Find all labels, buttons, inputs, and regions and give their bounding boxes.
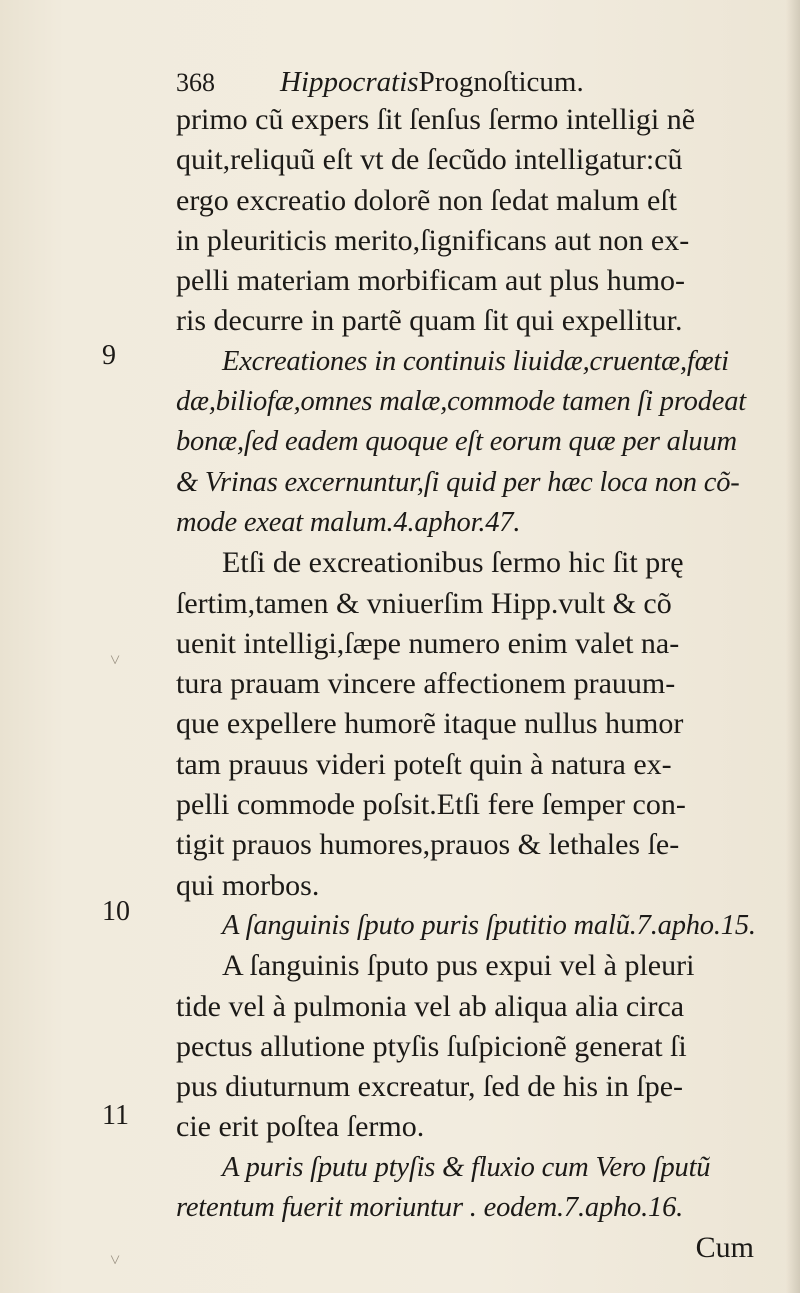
margin-mark: ˅ — [110, 1250, 121, 1270]
text-line: A ſanguinis ſputo pus expui vel à pleuri — [222, 949, 695, 983]
text-line: cie erit poſtea ſermo. — [176, 1110, 425, 1144]
margin-mark: ˅ — [110, 650, 121, 670]
aphorism-line: Excreationes in continuis liuidæ,cruentæ,fœti — [222, 345, 729, 377]
text-line: ergo excreatio dolorẽ non ſedat malum eſt — [176, 183, 677, 217]
margin-number-9: 9 — [102, 340, 116, 371]
running-title-author: Hippocratis — [280, 66, 419, 98]
text-line: primo cũ expers ſit ſenſus ſermo intelligi nẽ — [176, 103, 696, 136]
aphorism-line: dæ,biliofæ,omnes malæ,commode tamen ſi prodeat — [176, 386, 746, 418]
text-line: quit,reliquũ eſt vt de ſecũdo intelligatur:cũ — [176, 143, 683, 177]
text-line: uenit intelligi,ſæpe numero enim valet na- — [176, 626, 680, 660]
page-number: 368 — [176, 68, 215, 97]
page-header — [176, 62, 686, 102]
body-text — [176, 100, 788, 1269]
text-line: pelli materiam morbificam aut plus humo- — [176, 264, 686, 298]
aphorism-line: & Vrinas excernuntur,ſi quid per hæc loca non cõ- — [176, 466, 740, 498]
text-line: pelli commode poſsit.Etſi fere ſemper con- — [176, 788, 686, 822]
text-line: tigit prauos humores,prauos & lethales ſe- — [176, 828, 680, 862]
aphorism-line: retentum fuerit moriuntur . eodem.7.apho.16. — [176, 1192, 684, 1224]
text-line: Etſi de excreationibus ſermo hic ſit prę — [222, 546, 684, 580]
aphorism-line: A puris ſputu ptyſis & fluxio cum Vero ſputũ — [222, 1151, 711, 1183]
text-line: tam prauus videri poteſt quin à natura ex- — [176, 747, 672, 781]
text-line: in pleuriticis merito,ſignificans aut non ex- — [176, 223, 690, 257]
text-line: tura prauam vincere affectionem prauum- — [176, 667, 676, 701]
catchword: Cum — [695, 1231, 754, 1265]
aphorism-line: A ſanguinis ſputo puris ſputitio malũ.7.apho.15. — [222, 909, 756, 941]
text-line: pus diuturnum excreatur, ſed de his in ſpe- — [176, 1070, 683, 1104]
text-line: qui morbos. — [176, 868, 320, 902]
text-line: ſertim,tamen & vniuerſim Hipp.vult & cõ — [176, 586, 672, 620]
page-edge-shadow — [786, 0, 800, 1293]
text-line: pectus allutione ptyſis ſuſpicionẽ generat ſi — [176, 1029, 687, 1063]
aphorism-line: bonæ,ſed eadem quoque eſt eorum quæ per aluum — [176, 426, 737, 458]
text-line: que expellere humorẽ itaque nullus humor — [176, 707, 684, 741]
margin-number-11: 11 — [102, 1100, 129, 1131]
running-title-work: Prognoſticum. — [418, 66, 584, 98]
running-title — [280, 66, 584, 99]
aphorism-line: mode exeat malum.4.aphor.47. — [176, 506, 521, 538]
text-line: tide vel à pulmonia vel ab aliqua alia circa — [176, 989, 685, 1023]
text-line: ris decurre in partẽ quam ſit qui expellitur. — [176, 304, 683, 338]
margin-number-10: 10 — [102, 896, 130, 927]
